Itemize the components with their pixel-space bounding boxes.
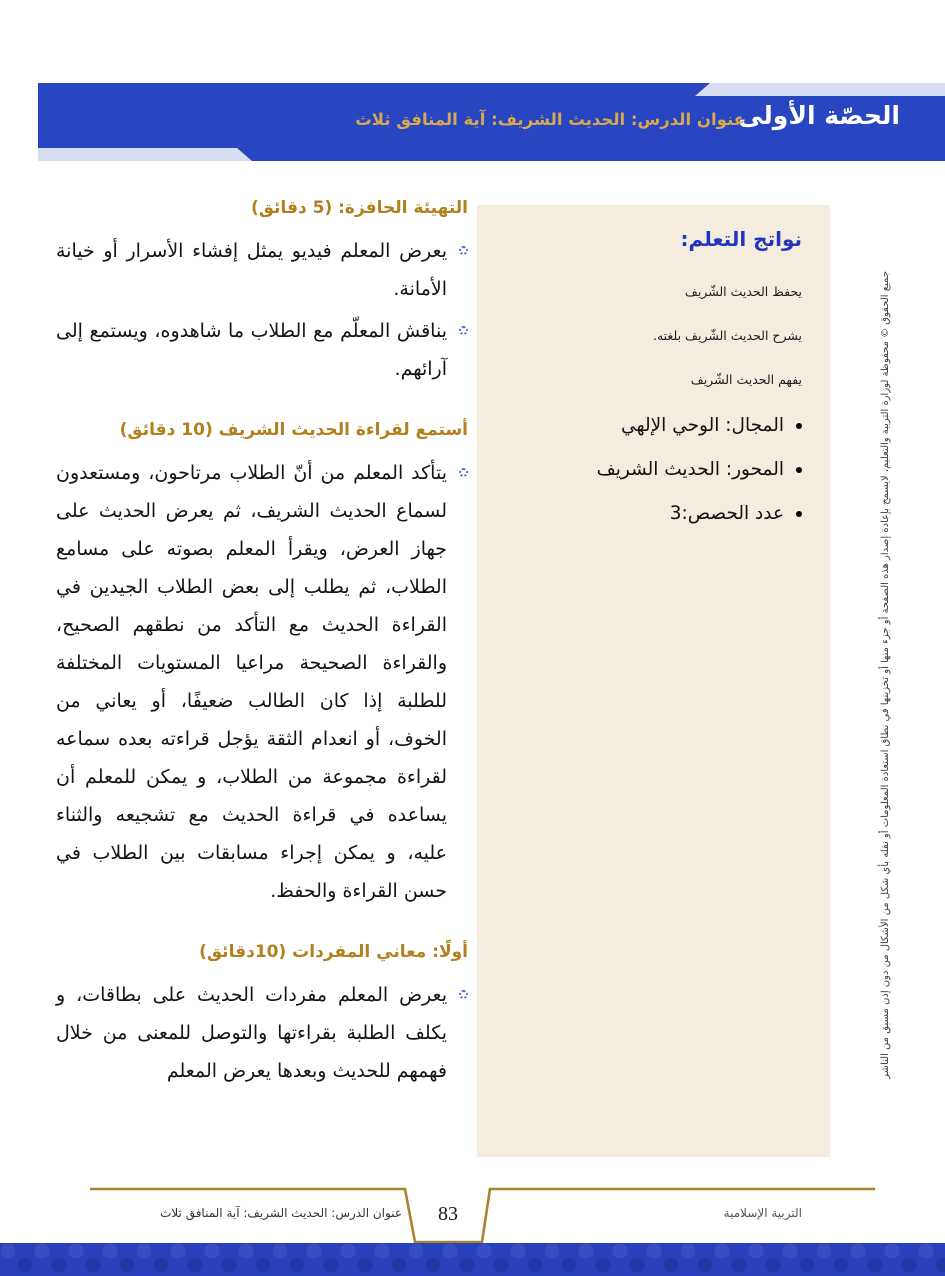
page-number: 83 bbox=[438, 1203, 458, 1225]
footer-decorative-band bbox=[0, 1243, 945, 1276]
dotted-circle-bullet-icon bbox=[459, 326, 468, 335]
list-item bbox=[56, 454, 468, 910]
section-heading: التهيئة الحافزة: (5 دقائق) bbox=[250, 198, 468, 218]
section-heading: أولًا: معاني المفردات (10دقائق) bbox=[199, 942, 468, 962]
list-item bbox=[56, 232, 468, 308]
lesson-content bbox=[56, 196, 468, 1094]
footer-subject: التربية الإسلامية bbox=[723, 1206, 802, 1220]
dotted-circle-bullet-icon bbox=[459, 990, 468, 999]
lesson-title: عنوان الدرس: الحديث الشريف: آية المنافق ثلاث bbox=[355, 110, 745, 129]
list-item bbox=[505, 413, 802, 439]
session-title: الحصّة الأولى bbox=[738, 101, 900, 130]
bullet-dot-icon bbox=[796, 467, 802, 473]
bullet-dot-icon bbox=[796, 423, 802, 429]
panel-bullet-text: المحور: الحديث الشريف bbox=[596, 459, 784, 480]
copyright-notice: جميع الحقوق © محفوظة لوزارة التربية والتعليم، لايسمح بإعادة إصدار هذه الصفحة أو جزء منها أو تخزينها في نطاق استعادة المعلومات أو نقله بأي شكل من الأشكال من دون إذن مسبق من الناشر bbox=[880, 271, 891, 1079]
outcome-line: يفهم الحديث الشّريف bbox=[690, 372, 802, 387]
list-item bbox=[505, 457, 802, 483]
bullet-text: يتأكد المعلم من أنّ الطلاب مرتاحون، ومستعدون لسماع الحديث الشريف، ثم يعرض الحديث على جهاز العرض، ويقرأ المعلم بصوته على مسامع الطلاب، ثم يطلب إلى بعض الطلاب الجيدين في القراءة الحديث مع التأكد من نطقهم الصحيح، والقراءة الصحيحة مراعيا المستويات المختلفة للطلبة إذا كان الطالب ضعيفًا، أو يعاني من الخوف، أو انعدام الثقة يؤجل قراءته بعده سماعه لقراءة مجموعة من الطلاب، و يمكن للمعلم أن يساعده في قراءة الحديث مع تشجيعه والثناء عليه، و يمكن إجراء مسابقات بين الطلاب في حسن القراءة والحفظ. bbox=[56, 462, 447, 902]
panel-bullet-list bbox=[505, 413, 802, 527]
dotted-circle-bullet-icon bbox=[459, 468, 468, 477]
learning-outcomes-panel bbox=[477, 205, 830, 1157]
header-accent-bottom bbox=[38, 148, 252, 161]
panel-bullet-text: المجال: الوحي الإلهي bbox=[621, 415, 784, 436]
bullet-text: يعرض المعلم فيديو يمثل إفشاء الأسرار أو خيانة الأمانة. bbox=[56, 240, 447, 300]
dotted-circle-bullet-icon bbox=[459, 246, 468, 255]
outcome-line: يشرح الحديث الشّريف بلغته. bbox=[652, 328, 802, 343]
bullet-text: يناقش المعلّم مع الطلاب ما شاهدوه، ويستمع إلى آرائهم. bbox=[56, 320, 447, 380]
header-accent-top bbox=[695, 83, 945, 96]
panel-bullet-text: عدد الحصص:3 bbox=[669, 503, 784, 524]
bullet-dot-icon bbox=[796, 511, 802, 517]
footer-lesson-ref: عنوان الدرس: الحديث الشريف: آية المنافق ثلاث bbox=[160, 1206, 402, 1220]
outcomes-title: نواتج التعلم: bbox=[680, 227, 802, 251]
bullet-text: يعرض المعلم مفردات الحديث على بطاقات، و يكلف الطلبة بقراءتها والتوصل للمعنى من خلال فهمهم للحديث وبعدها يعرض المعلم bbox=[56, 984, 447, 1082]
section-heading: أستمع لقراءة الحديث الشريف (10 دقائق) bbox=[119, 420, 468, 440]
list-item bbox=[56, 976, 468, 1090]
outcome-line: يحفظ الحديث الشّريف bbox=[684, 284, 802, 299]
list-item bbox=[505, 501, 802, 527]
list-item bbox=[56, 312, 468, 388]
